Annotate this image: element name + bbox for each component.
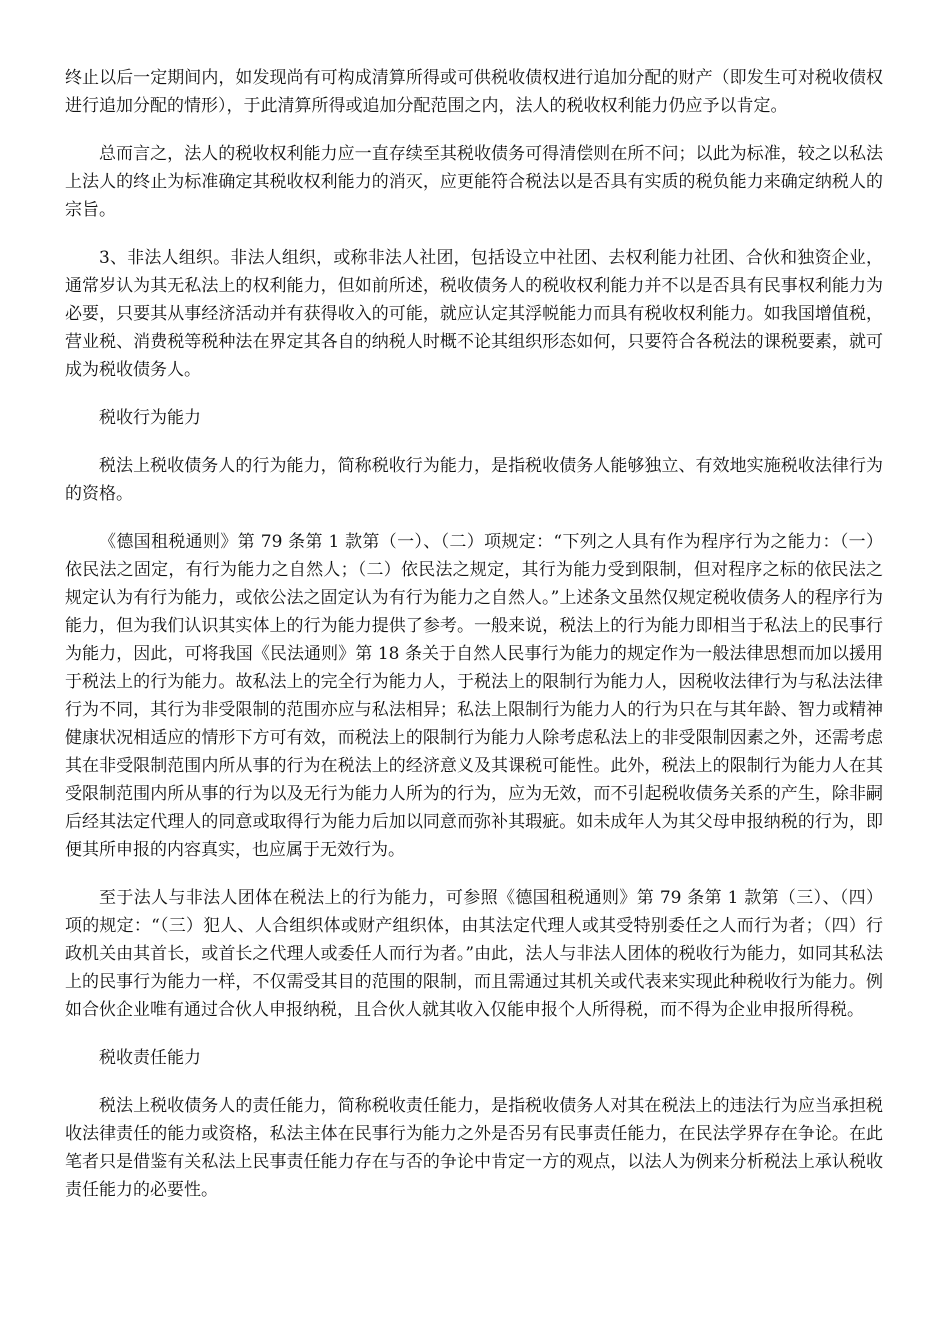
- paragraph-summary: 总而言之，法人的税收权利能力应一直存续至其税收债务可得清偿则在所不问；以此为标准，较之以私法上法人的终止为标准确定其税收权利能力的消灭，应更能符合税法以是否具有实质的税负能力来确定纳税人的宗旨。: [65, 144, 883, 220]
- section-heading-tax-capacity-to-act: 税收行为能力: [99, 408, 201, 428]
- paragraph-non-legal-person: 3、非法人组织。非法人组织，或称非法人社团，包括设立中社团、去权利能力社团、合伙和独资企业，通常岁认为其无私法上的权利能力，但如前所述，税收债务人的税收权利能力并不以是否具有民事权利能力为必要，只要其从事经济活动并有获得收入的可能，就应认定其浮帨能力而具有税收权利能力。如我国增值税，营业税、消费税等税种法在界定其各自的纳税人时概不论其组织形态如何，只要符合各税法的课税要素，就可成为税收债务人。: [65, 248, 883, 380]
- paragraph-definition-liability-capacity: 税法上税收债务人的责任能力，简称税收责任能力，是指税收债务人对其在税法上的违法行为应当承担税收法律责任的能力或资格，私法主体在民事行为能力之外是否另有民事责任能力，在民法学界存在争论。在此笔者只是借鉴有关私法上民事责任能力存在与否的争论中肯定一方的观点，以法人为例来分析税法上承认税收责任能力的必要性。: [65, 1096, 883, 1200]
- paragraph-continuation: 终止以后一定期间内，如发现尚有可构成清算所得或可供税收债权进行追加分配的财产（即发生可对税收债权进行追加分配的情形），于此清算所得或追加分配范围之内，法人的税收权利能力仍应予以肯定。: [65, 68, 883, 116]
- section-heading-tax-liability-capacity: 税收责任能力: [99, 1048, 201, 1068]
- document-body: [65, 64, 883, 1224]
- paragraph-german-code-article-79: 《德国租税通则》第 79 条第 1 款第（一）、（二）项规定：“下列之人具有作为程序行为之能力：（一）依民法之固定，有行为能力之自然人；（二）依民法之规定，其行为能力受到限制，但对程序之标的依民法之规定认为有行为能力，或依公法之固定认为有行为能力之自然人。”上述条文虽然仅规定税收债务人的程序行为能力，但为我们认识其实体上的行为能力提供了参考。一般来说，税法上的行为能力即相当于私法上的民事行为能力，因此，可将我国《民法通则》第 18 条关于自然人民事行为能力的规定作为一般法律思想而加以援用于税法上的行为能力。故私法上的完全行为能力人，于税法上的限制行为能力人，因税收法律行为与私法法律行为不同，其行为非受限制的范围亦应与私法相异；私法上限制行为能力人的行为只在与其年龄、智力或精神健康状况相适应的情形下方可有效，而税法上的限制行为能力人除考虑私法上的非受限制因素之外，还需考虑其在非受限制范围内所从事的行为在税法上的经济意义及其课税可能性。此外，税法上的限制行为能力人在其受限制范围内所从事的行为以及无行为能力人所为的行为，应为无效，而不引起税收债务关系的产生，除非嗣后经其法定代理人的同意或取得行为能力后加以同意而弥补其瑕疵。如未成年人为其父母申报纳税的行为，即便其所申报的内容真实，也应属于无效行为。: [65, 532, 883, 860]
- paragraph-legal-person-capacity-to-act: 至于法人与非法人团体在税法上的行为能力，可参照《德国租税通则》第 79 条第 1 款第（三）、（四）项的规定：“（三）犯人、人合组织体或财产组织体，由其法定代理人或其受特别委任之人而行为者；（四）行政机关由其首长，或首长之代理人或委任人而行为者。”由此，法人与非法人团体的税收行为能力，如同其私法上的民事行为能力一样，不仅需受其目的范围的限制，而且需通过其机关或代表来实现此种税收行为能力。例如合伙企业唯有通过合伙人申报纳税，且合伙人就其收入仅能申报个人所得税，而不得为企业申报所得税。: [65, 888, 883, 1020]
- paragraph-definition-capacity-to-act: 税法上税收债务人的行为能力，简称税收行为能力，是指税收债务人能够独立、有效地实施税收法律行为的资格。: [65, 456, 883, 504]
